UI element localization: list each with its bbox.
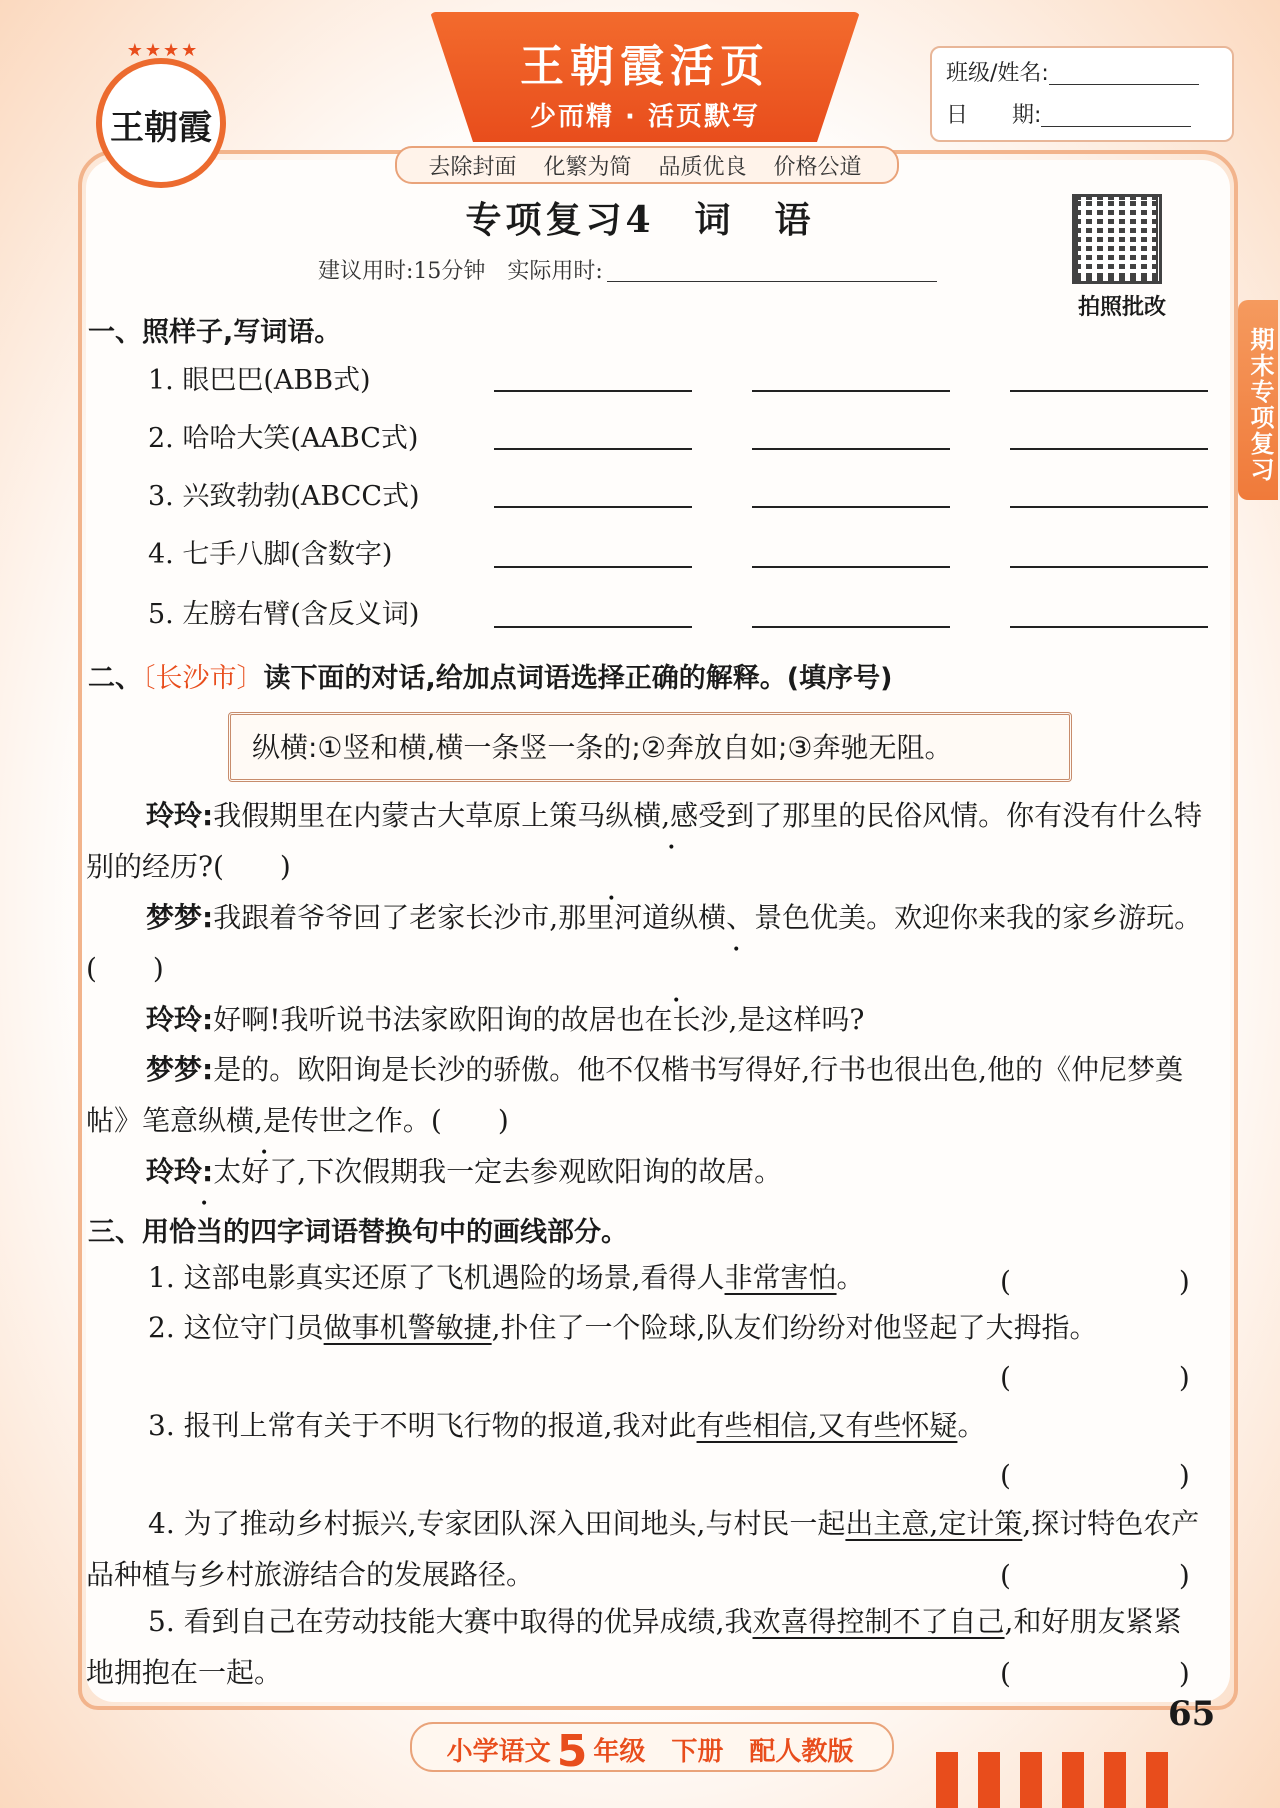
date-field[interactable] — [946, 98, 1191, 129]
speaker: 玲玲: — [146, 1003, 214, 1036]
logo-text: 王朝霞 — [110, 108, 212, 148]
side-tab: 期末专项复习 — [1238, 300, 1278, 500]
answer-blank[interactable] — [1010, 566, 1208, 568]
dialogue-line-5 — [86, 1146, 1206, 1197]
slogan-3: 品质优良 — [658, 155, 747, 180]
date-label: 日 期: — [946, 103, 1042, 128]
dialogue-line-3 — [86, 994, 1206, 1045]
definition-text: 纵横:①竖和横,横一条竖一条的;②奔放自如;③奔驰无阻。 — [252, 731, 953, 764]
s3-text: 5. 看到自己在劳动技能大赛中取得的优异成绩,我 — [148, 1605, 753, 1638]
footer-text — [410, 1726, 890, 1777]
s3-text: 2. 这位守门员 — [148, 1311, 324, 1344]
section2-prefix: 二、 — [88, 663, 142, 694]
s3-text: 。 — [836, 1261, 865, 1294]
underlined-phrase: 出主意,定计策 — [845, 1507, 1023, 1540]
dialogue-text: 好啊!我听说书法家欧阳询的故居也在长沙,是这样吗? — [213, 1003, 865, 1036]
qr-label: 拍照批改 — [1077, 295, 1166, 320]
decor-stripe — [1146, 1752, 1168, 1808]
section2-heading — [88, 656, 892, 695]
s1-item-3: 3. 兴致勃勃(ABCC式) — [148, 481, 420, 512]
answer-paren[interactable]: ( ) — [1000, 1361, 1190, 1394]
s1-item-5: 5. 左膀右臂(含反义词) — [148, 599, 420, 630]
dialogue-text: 我跟着爷爷回了老家长沙市,那里河道 — [213, 901, 671, 934]
decor-stripe — [978, 1752, 1000, 1808]
dialogue-text: 是的。欧阳询是长沙的骄傲。他不仅楷书写得好,行书也很出色,他的《仲尼梦奠帖》笔意 — [86, 1053, 1184, 1137]
answer-paren[interactable]: ( ) — [1000, 1265, 1190, 1298]
s3-text: ,扑住了一个险球,队友们纷纷对他竖起了大拇指。 — [491, 1311, 1098, 1344]
dialogue-text: 我假期里在内蒙古大草原上策马 — [213, 799, 606, 832]
region-tag: 〔长沙市〕 — [142, 663, 264, 694]
dotted-word: 纵横 • • — [605, 799, 661, 832]
answer-blank[interactable] — [1010, 506, 1208, 508]
dotted-word: 纵横 • • — [670, 901, 726, 934]
dialogue-line-4 — [86, 1044, 1206, 1146]
s3-text: 3. 报刊上常有关于不明飞行物的报道,我对此 — [148, 1409, 697, 1442]
slogans — [395, 150, 895, 181]
slogan-1: 去除封面 — [428, 155, 517, 180]
answer-blank[interactable] — [1010, 626, 1208, 628]
dialogue-line-1 — [86, 790, 1206, 892]
decor-stripe — [1062, 1752, 1084, 1808]
dialogue-text: ,是传世之作。( ) — [254, 1104, 509, 1137]
section2-title: 读下面的对话,给加点词语选择正确的解释。(填序号) — [263, 663, 893, 694]
answer-paren[interactable]: ( ) — [1000, 1459, 1190, 1492]
s3-text: 1. 这部电影真实还原了飞机遇险的场景,看得人 — [148, 1261, 725, 1294]
answer-paren[interactable]: ( ) — [1000, 1657, 1190, 1690]
s3-text: 。 — [957, 1409, 986, 1442]
slogan-4: 价格公道 — [773, 155, 862, 180]
s3-text: ,探讨特色农产品种植与乡村旅游结合的发展路径。 — [86, 1507, 1200, 1591]
time-label: 建议用时:15分钟 实际用时: — [318, 259, 603, 284]
s3-item-2 — [148, 1302, 1208, 1353]
s3-item-3 — [148, 1400, 1208, 1451]
answer-blank[interactable] — [1010, 448, 1208, 450]
speaker: 梦梦: — [146, 901, 214, 934]
speaker: 玲玲: — [146, 799, 214, 832]
answer-blank[interactable] — [1010, 390, 1208, 392]
answer-blank[interactable] — [752, 390, 950, 392]
decor-stripe — [936, 1752, 958, 1808]
underlined-phrase: 非常害怕 — [724, 1261, 837, 1294]
answer-blank[interactable] — [752, 626, 950, 628]
class-name-field[interactable] — [946, 56, 1199, 87]
s3-text: ,和好朋友紧紧地拥抱在一起。 — [86, 1605, 1182, 1689]
answer-paren[interactable]: ( ) — [1000, 1559, 1190, 1592]
answer-blank[interactable] — [494, 626, 692, 628]
dialogue-text: 、景色优美。欢迎你来我的家乡游玩。( ) — [86, 901, 1203, 985]
dialogue-line-2 — [86, 892, 1206, 994]
date-blank[interactable] — [1041, 106, 1191, 127]
speaker: 玲玲: — [146, 1155, 214, 1188]
answer-blank[interactable] — [752, 448, 950, 450]
class-name-label: 班级/姓名: — [946, 61, 1049, 86]
section1-heading: 一、照样子,写词语。 — [88, 317, 342, 348]
s1-item-1: 1. 眼巴巴(ABB式) — [148, 365, 371, 396]
decor-stripe — [1020, 1752, 1042, 1808]
decor-stripe — [1104, 1752, 1126, 1808]
brand-title: 王朝霞活页 — [520, 41, 770, 92]
answer-blank[interactable] — [752, 566, 950, 568]
answer-blank[interactable] — [494, 390, 692, 392]
page-number: 65 — [1168, 1694, 1216, 1734]
s1-item-2: 2. 哈哈大笑(AABC式) — [148, 423, 419, 454]
answer-blank[interactable] — [752, 506, 950, 508]
time-line — [318, 254, 937, 285]
answer-blank[interactable] — [494, 506, 692, 508]
dialogue-text: ,感受到了那里的民俗风情。你有没有什么特别的经历?( ) — [86, 799, 1203, 883]
page-title: 专项复习4 词 语 — [465, 199, 815, 241]
s1-item-4: 4. 七手八脚(含数字) — [148, 539, 393, 570]
underlined-phrase: 欢喜得控制不了自己 — [752, 1605, 1005, 1638]
logo-stars-icon: ★★★★ — [126, 40, 200, 61]
underlined-phrase: 有些相信,又有些怀疑 — [696, 1409, 958, 1442]
answer-blank[interactable] — [494, 448, 692, 450]
slogan-2: 化繁为简 — [543, 155, 632, 180]
dotted-word: 纵横 • • — [198, 1104, 254, 1137]
s3-item-1 — [148, 1252, 968, 1303]
dialogue-text: 太好了,下次假期我一定去参观欧阳询的故居。 — [213, 1155, 783, 1188]
speaker: 梦梦: — [146, 1053, 214, 1086]
footer-subject: 小学语文 — [446, 1737, 551, 1767]
section3-heading: 三、用恰当的四字词语替换句中的画线部分。 — [88, 1217, 628, 1248]
brand-subtitle: 少而精 · 活页默写 — [530, 102, 760, 132]
actual-time-blank[interactable] — [607, 263, 937, 282]
qr-pattern — [1078, 200, 1156, 278]
underlined-phrase: 做事机警敏捷 — [323, 1311, 492, 1344]
s3-text: 4. 为了推动乡村振兴,专家团队深入田间地头,与村民一起 — [148, 1507, 846, 1540]
class-name-blank[interactable] — [1049, 64, 1199, 85]
footer-edition: 年级 下册 配人教版 — [593, 1737, 854, 1767]
footer-grade: 5 — [556, 1726, 588, 1777]
answer-blank[interactable] — [494, 566, 692, 568]
